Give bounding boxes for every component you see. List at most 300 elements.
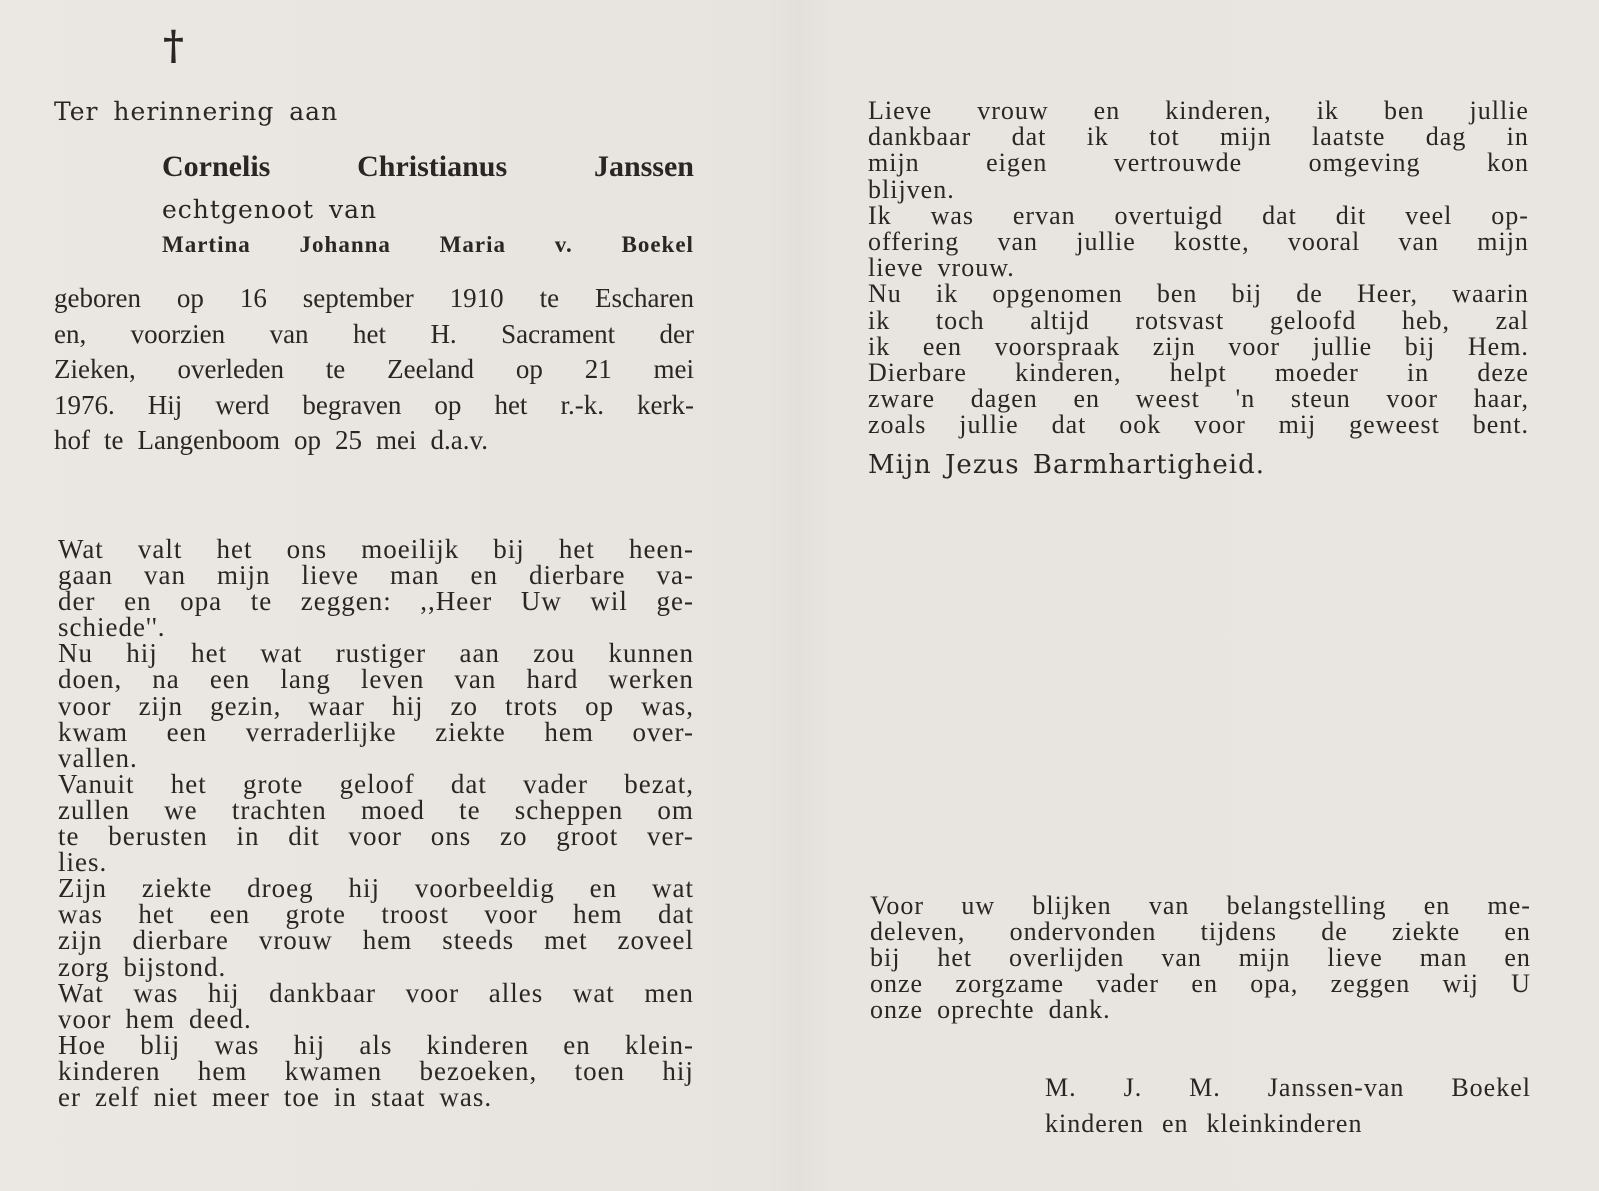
word: was <box>214 1029 260 1060</box>
word: er <box>58 1081 81 1112</box>
word: dat <box>450 768 487 799</box>
word: jullie <box>1312 331 1373 361</box>
word: Boekel <box>1451 1073 1531 1102</box>
word: rustiger <box>335 638 427 669</box>
word: grote <box>285 899 347 930</box>
word: blijken <box>1032 891 1112 920</box>
word: Wat <box>58 534 104 564</box>
word: te <box>325 354 346 384</box>
word: Langenboom <box>137 425 280 455</box>
word: te <box>250 586 273 617</box>
word: hij <box>208 977 240 1008</box>
word: het <box>138 899 175 930</box>
word: september <box>302 283 414 313</box>
word: lang <box>280 664 331 695</box>
word: 25 <box>334 425 362 455</box>
word: doen, <box>58 664 123 695</box>
word: voor <box>1386 384 1439 414</box>
word: van <box>454 664 497 695</box>
word: weest <box>1135 384 1200 414</box>
word: hof <box>54 425 90 455</box>
word: Heer, <box>1357 279 1418 309</box>
text-line <box>58 925 694 956</box>
word: Lieve <box>868 96 933 125</box>
word: en <box>470 560 499 591</box>
word: werd <box>215 389 270 420</box>
word: heb, <box>1401 305 1450 335</box>
word: het <box>937 943 973 972</box>
word: ziekte <box>435 716 506 747</box>
word: ons <box>430 821 472 852</box>
word: bijstond. <box>123 951 227 982</box>
word: steun <box>1290 384 1351 414</box>
word: vrouw <box>977 96 1049 125</box>
word: Sacrament <box>501 318 616 349</box>
word: tijdens <box>1200 917 1277 946</box>
word: opgenomen <box>992 279 1123 309</box>
word: bij <box>1231 279 1263 309</box>
text-line <box>868 229 1529 255</box>
word: wil <box>590 586 628 617</box>
word: bij <box>870 943 901 972</box>
word: en <box>1504 917 1531 946</box>
word: en <box>1093 96 1121 125</box>
word: een <box>922 331 962 361</box>
word: zo <box>500 821 528 852</box>
word: hij <box>662 1055 694 1086</box>
word: en <box>589 873 618 904</box>
word: kinderen, <box>1015 358 1122 388</box>
word: hem <box>125 1003 175 1034</box>
word: hij <box>391 690 424 721</box>
word: 1910 <box>449 283 504 313</box>
word: Escharen <box>595 283 694 313</box>
word: de <box>1321 917 1348 946</box>
word: jullie <box>959 410 1019 440</box>
word: ver- <box>647 821 694 852</box>
word: bij <box>1404 331 1436 361</box>
word: opa <box>180 586 223 617</box>
word: mijn <box>1477 227 1529 257</box>
word: ik <box>868 305 891 335</box>
word: vrouw <box>258 925 333 956</box>
word: mijn <box>868 148 920 178</box>
text-line <box>868 360 1529 386</box>
word: kerk- <box>637 389 694 420</box>
word: uw <box>961 891 996 920</box>
word: in <box>236 821 260 852</box>
word: geboren <box>54 283 141 313</box>
thanks-paragraph <box>870 893 1531 1023</box>
word: vrouw. <box>937 253 1015 283</box>
word: voor <box>348 821 402 852</box>
text-line <box>58 1029 694 1060</box>
word: het <box>494 389 528 420</box>
word: troost <box>381 899 449 930</box>
word: scheppen <box>514 794 624 825</box>
word: en <box>1423 891 1451 920</box>
word: niet <box>153 1081 198 1112</box>
word: van <box>269 318 309 349</box>
word: meer <box>211 1081 270 1112</box>
word: van <box>1398 227 1440 257</box>
word: begraven <box>302 389 402 420</box>
word: tot <box>1149 122 1180 152</box>
word: het <box>170 768 207 799</box>
word: haar, <box>1473 384 1529 414</box>
text-line <box>58 612 694 643</box>
word: kwam <box>58 716 128 747</box>
word: staat <box>370 1081 426 1112</box>
text-line <box>58 690 694 721</box>
word: Ik <box>868 200 892 230</box>
word: mei <box>653 354 694 384</box>
word: Nu <box>868 279 902 309</box>
word: voor <box>405 977 460 1008</box>
word: vader <box>1096 969 1160 998</box>
word: toch <box>935 305 985 335</box>
word: kon <box>1486 148 1529 178</box>
text-line <box>870 945 1531 971</box>
word: leven <box>360 664 425 695</box>
word: dankbaar <box>868 122 972 152</box>
word: onze <box>870 969 924 998</box>
word: Johanna <box>299 232 391 257</box>
word: waarin <box>1452 279 1529 309</box>
word: toen <box>574 1055 626 1086</box>
text-line <box>58 768 694 799</box>
word: voor <box>1194 410 1246 440</box>
word: Vanuit <box>58 768 135 799</box>
word: ondervonden <box>1009 917 1157 946</box>
spouse-label: echtgenoot van <box>162 195 378 224</box>
word: helpt <box>1169 358 1227 388</box>
word: valt <box>137 534 183 564</box>
word: Christianus <box>357 150 508 183</box>
word: verraderlijke <box>245 716 397 747</box>
text-line <box>58 873 694 904</box>
text-line <box>868 124 1529 150</box>
word: van <box>1161 943 1202 972</box>
word: ik <box>868 331 891 361</box>
word: kinderen <box>1045 1109 1144 1138</box>
word: man <box>390 560 440 591</box>
word: dierbare <box>132 925 229 956</box>
word: deze <box>1477 358 1529 388</box>
word: kleinkinderen <box>1206 1109 1363 1138</box>
word: dat <box>1011 122 1047 152</box>
word: zou <box>533 638 576 669</box>
word: ben <box>1383 96 1425 125</box>
spouse-name <box>162 232 694 258</box>
word: was <box>58 899 103 930</box>
word: was <box>930 200 974 230</box>
word: Nu <box>58 638 93 669</box>
word: zorgzame <box>955 969 1064 998</box>
word: jullie <box>1076 227 1136 257</box>
word: ook <box>1119 410 1162 440</box>
word: Janssen <box>593 150 694 183</box>
word: man <box>1419 943 1468 972</box>
closing-line: Mijn Jezus Barmhartigheid. <box>868 450 1265 480</box>
word: kinderen, <box>1165 96 1272 125</box>
word: ons <box>286 534 328 564</box>
word: met <box>544 925 588 956</box>
word: en <box>1161 1109 1189 1138</box>
text-line <box>870 971 1531 997</box>
text-line <box>58 1003 694 1034</box>
word: bent. <box>1472 410 1529 440</box>
word: op <box>434 389 462 420</box>
word: op- <box>1491 200 1529 230</box>
text-line <box>58 716 694 747</box>
word: M. <box>1189 1073 1221 1102</box>
text-line <box>1045 1070 1531 1106</box>
word: dit <box>1335 200 1367 230</box>
word: zeggen <box>1330 969 1411 998</box>
word: heen- <box>629 534 694 564</box>
word: kinderen <box>58 1055 161 1086</box>
word: rotsvast <box>1135 305 1225 335</box>
word: Wat <box>58 977 104 1008</box>
word: mij <box>1278 410 1317 440</box>
text-line <box>54 423 694 459</box>
word: moeder <box>1274 358 1359 388</box>
text-line <box>58 1055 694 1086</box>
word: dat <box>1051 410 1087 440</box>
word: hij <box>348 873 380 904</box>
text-line <box>58 821 694 852</box>
word: J. <box>1123 1073 1143 1102</box>
word: om <box>657 794 694 825</box>
word: trots <box>505 690 559 721</box>
word: lieve <box>868 253 924 283</box>
word: overtuigd <box>1114 200 1224 230</box>
word: ziekte <box>141 873 213 904</box>
word: zo <box>450 690 479 721</box>
word: mijn <box>1238 943 1291 972</box>
word: Boekel <box>621 232 694 257</box>
word: dat <box>1262 200 1297 230</box>
word: voorspraak <box>994 331 1121 361</box>
word: hem <box>197 1055 248 1086</box>
word: Zeeland <box>387 354 475 384</box>
text-line <box>868 174 1529 204</box>
word: r.-k. <box>560 389 604 420</box>
word: ,,Heer <box>420 586 493 617</box>
word: was <box>133 977 179 1008</box>
word: het <box>558 534 595 564</box>
word: ik <box>935 279 959 309</box>
word: geloof <box>339 768 415 799</box>
word: op <box>515 354 543 384</box>
word: op <box>176 283 204 313</box>
word: voorzien <box>130 318 226 349</box>
word: na <box>152 664 180 695</box>
word: oprechte <box>937 995 1035 1024</box>
text-line <box>868 412 1529 438</box>
word: Hij <box>147 389 183 420</box>
word: lies. <box>58 847 108 878</box>
word: voor <box>58 1003 112 1034</box>
text-line <box>58 899 694 930</box>
word: zeggen: <box>300 586 392 617</box>
word: zware <box>868 384 936 414</box>
text-line <box>868 386 1529 412</box>
word: Zijn <box>58 873 107 904</box>
word: v. <box>554 232 573 257</box>
word: vertrouwde <box>1113 148 1243 178</box>
text-line <box>1045 1106 1531 1142</box>
word: waar <box>308 690 365 721</box>
word: was. <box>439 1081 493 1112</box>
word: in <box>1406 358 1430 388</box>
word: vallen. <box>58 742 138 773</box>
word: Maria <box>439 232 506 257</box>
word: zullen <box>58 794 130 825</box>
word: jullie <box>1469 96 1529 125</box>
text-line <box>868 331 1529 361</box>
word: geweest <box>1349 410 1440 440</box>
text-line <box>54 317 694 353</box>
word: hem <box>362 925 413 956</box>
word: moed <box>360 794 425 825</box>
word: en <box>1504 943 1531 972</box>
deceased-name <box>162 150 694 184</box>
word: dank. <box>1048 995 1111 1024</box>
word: was, <box>641 690 694 721</box>
word: ik <box>1086 122 1109 152</box>
word: ziekte <box>1392 917 1461 946</box>
word: kostte, <box>1173 227 1250 257</box>
word: lieve <box>1327 943 1383 972</box>
word: zoals <box>868 410 927 440</box>
word: Zieken, <box>54 354 136 384</box>
word: der <box>58 586 96 617</box>
word: toe <box>283 1081 320 1112</box>
word: vader <box>523 768 589 799</box>
word: lieve <box>301 560 359 591</box>
word: van <box>143 560 186 591</box>
word: groot <box>556 821 619 852</box>
word: en <box>563 1029 591 1060</box>
biography-paragraph <box>54 281 694 459</box>
word: zijn <box>1152 331 1196 361</box>
word: zoveel <box>617 925 694 956</box>
word: alles <box>488 977 544 1008</box>
word: 1976. <box>54 389 115 420</box>
word: hem <box>544 716 594 747</box>
word: dit <box>288 821 320 852</box>
word: Hem. <box>1467 331 1529 361</box>
word: overleden <box>177 354 284 384</box>
word: het <box>216 534 253 564</box>
word: op <box>293 425 321 455</box>
word: kunnen <box>608 638 694 669</box>
word: mijn <box>1220 122 1272 152</box>
word: hij <box>293 1029 326 1060</box>
word: bij <box>493 534 525 564</box>
word: van <box>1148 891 1190 920</box>
word: dankbaar <box>269 977 377 1008</box>
word: geloofd <box>1269 305 1357 335</box>
text-line <box>54 281 694 317</box>
text-line <box>58 977 694 1008</box>
word: der <box>659 318 694 349</box>
text-line <box>870 997 1531 1023</box>
word: zijn <box>58 925 103 956</box>
intro-text: Ter herinnering aan <box>54 97 339 126</box>
word: va- <box>656 560 694 591</box>
word: voor <box>484 899 538 930</box>
signature-block <box>1045 1070 1531 1142</box>
word: van <box>997 227 1039 257</box>
word: schiede''. <box>58 612 166 643</box>
text-line <box>54 388 694 424</box>
text-line <box>868 150 1529 176</box>
word: kwamen <box>284 1055 383 1086</box>
word: veel <box>1405 200 1453 230</box>
word: wat <box>651 873 694 904</box>
word: belangstelling <box>1226 891 1387 920</box>
word: opa, <box>1250 969 1299 998</box>
word: blij <box>140 1029 181 1060</box>
word: voor <box>58 690 112 721</box>
text-line <box>868 200 1529 230</box>
word: voor <box>1228 331 1281 361</box>
word: omgeving <box>1308 148 1421 178</box>
word: gaan <box>58 560 113 591</box>
word: deleven, <box>870 917 966 946</box>
word: moeilijk <box>361 534 460 564</box>
word: U <box>1511 969 1531 998</box>
word: Dierbare <box>868 358 967 388</box>
word: klein- <box>625 1029 694 1060</box>
word: dat <box>657 899 694 930</box>
word: in <box>1506 122 1529 152</box>
text-line <box>870 919 1531 945</box>
text-line <box>58 664 694 695</box>
word: zorg <box>58 951 110 982</box>
word: ben <box>1156 279 1198 309</box>
word: dierbare <box>529 560 626 591</box>
word: eigen <box>986 148 1048 178</box>
word: men <box>644 977 694 1008</box>
text-line <box>58 794 694 825</box>
word: mijn <box>216 560 271 591</box>
text-line <box>868 305 1529 335</box>
word: wat <box>260 638 303 669</box>
word: zijn <box>138 690 184 721</box>
word: te <box>459 794 481 825</box>
word: gezin, <box>210 690 282 721</box>
word: ik <box>1316 96 1339 125</box>
word: droeg <box>247 873 314 904</box>
text-line <box>58 560 694 591</box>
word: laatste <box>1312 122 1386 152</box>
word: zelf <box>94 1081 140 1112</box>
word: d.a.v. <box>430 425 488 455</box>
text-line <box>58 586 694 617</box>
word: ge- <box>656 586 694 617</box>
word: en, <box>54 318 87 349</box>
text-line <box>58 638 694 669</box>
word: Cornelis <box>162 150 271 183</box>
word: onze <box>870 995 924 1024</box>
word: wat <box>572 977 615 1008</box>
word: werken <box>608 664 694 695</box>
word: Janssen-van <box>1267 1073 1405 1102</box>
